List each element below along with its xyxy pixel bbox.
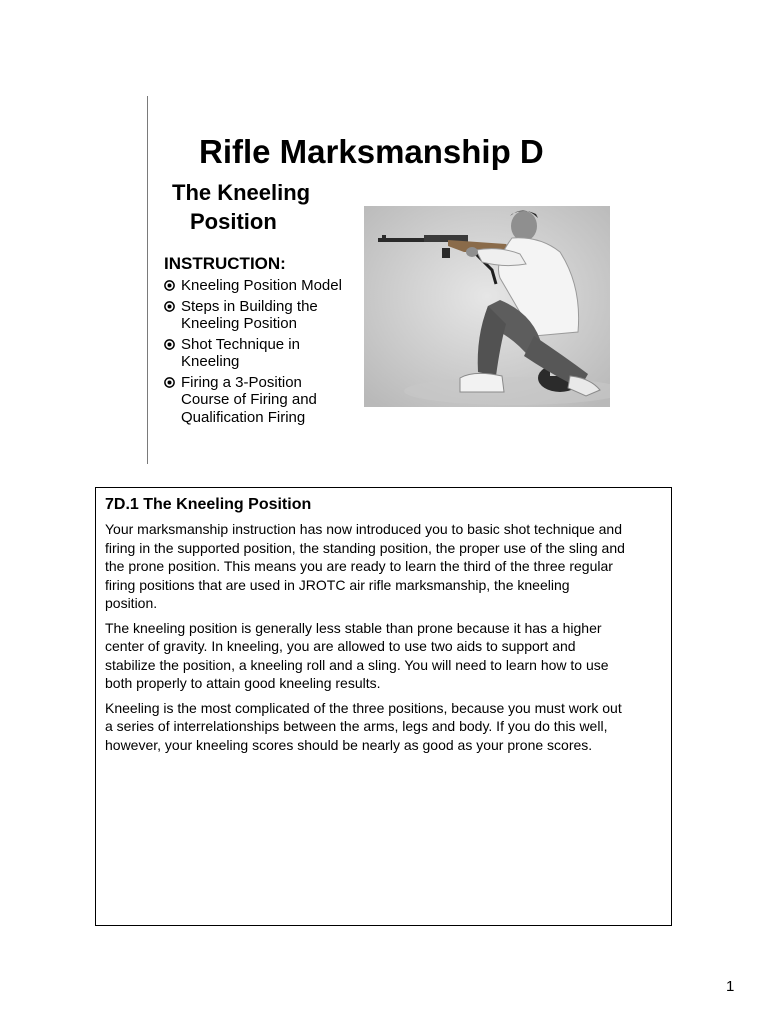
page-number: 1 bbox=[726, 978, 735, 995]
slide-divider bbox=[147, 96, 148, 464]
notes-paragraph: Your marksmanship instruction has now introduced you to basic shot technique and firing in the supported position, the standing position, the proper use of the sling and the prone position. This means you are ready to learn the third of the three regular firing positions that are used in JROTC air rifle marksmanship, the kneeling position. bbox=[105, 521, 625, 611]
notes-paragraph: Kneeling is the most complicated of the three positions, because you must work out a series of interrelationships between the arms, legs and body. If you do this well, however, your kneeling scores should be nearly as good as your prone scores. bbox=[105, 699, 622, 753]
circled-dot-bullet-icon bbox=[164, 339, 175, 350]
slide-subtitle bbox=[172, 178, 310, 236]
circled-dot-bullet-icon bbox=[164, 377, 175, 388]
instruction-item-label: Steps in Building the Kneeling Position bbox=[181, 297, 318, 332]
circled-dot-bullet-icon bbox=[164, 301, 175, 312]
instruction-item-label: Shot Technique in Kneeling bbox=[181, 335, 300, 370]
instruction-item bbox=[164, 298, 364, 333]
instruction-heading: INSTRUCTION: bbox=[164, 254, 286, 273]
instruction-item-label: Firing a 3-Position Course of Firing and Qualification Firing bbox=[181, 373, 317, 426]
instruction-item bbox=[164, 374, 364, 427]
instruction-item-label: Kneeling Position Model bbox=[181, 277, 342, 294]
notes-heading: 7D.1 The Kneeling Position bbox=[105, 496, 312, 513]
slide-subtitle-line2: Position bbox=[190, 209, 277, 234]
instruction-list bbox=[164, 277, 364, 429]
notes-box bbox=[95, 487, 672, 926]
instruction-item bbox=[164, 336, 364, 371]
instruction-item bbox=[164, 277, 364, 295]
slide-subtitle-line1: The Kneeling bbox=[172, 180, 311, 205]
notes-paragraph: The kneeling position is generally less stable than prone because it has a higher center of gravity. In kneeling, you are allowed to use two aids to support and stabilize the position, a kneeling roll and a sling. You will need to learn how to use both properly to attain good kneeling results. bbox=[105, 619, 609, 691]
kneeling-shooter-photo bbox=[364, 206, 610, 407]
slide-title: Rifle Marksmanship D bbox=[199, 133, 544, 170]
notes-body bbox=[105, 520, 670, 760]
circled-dot-bullet-icon bbox=[164, 280, 175, 291]
